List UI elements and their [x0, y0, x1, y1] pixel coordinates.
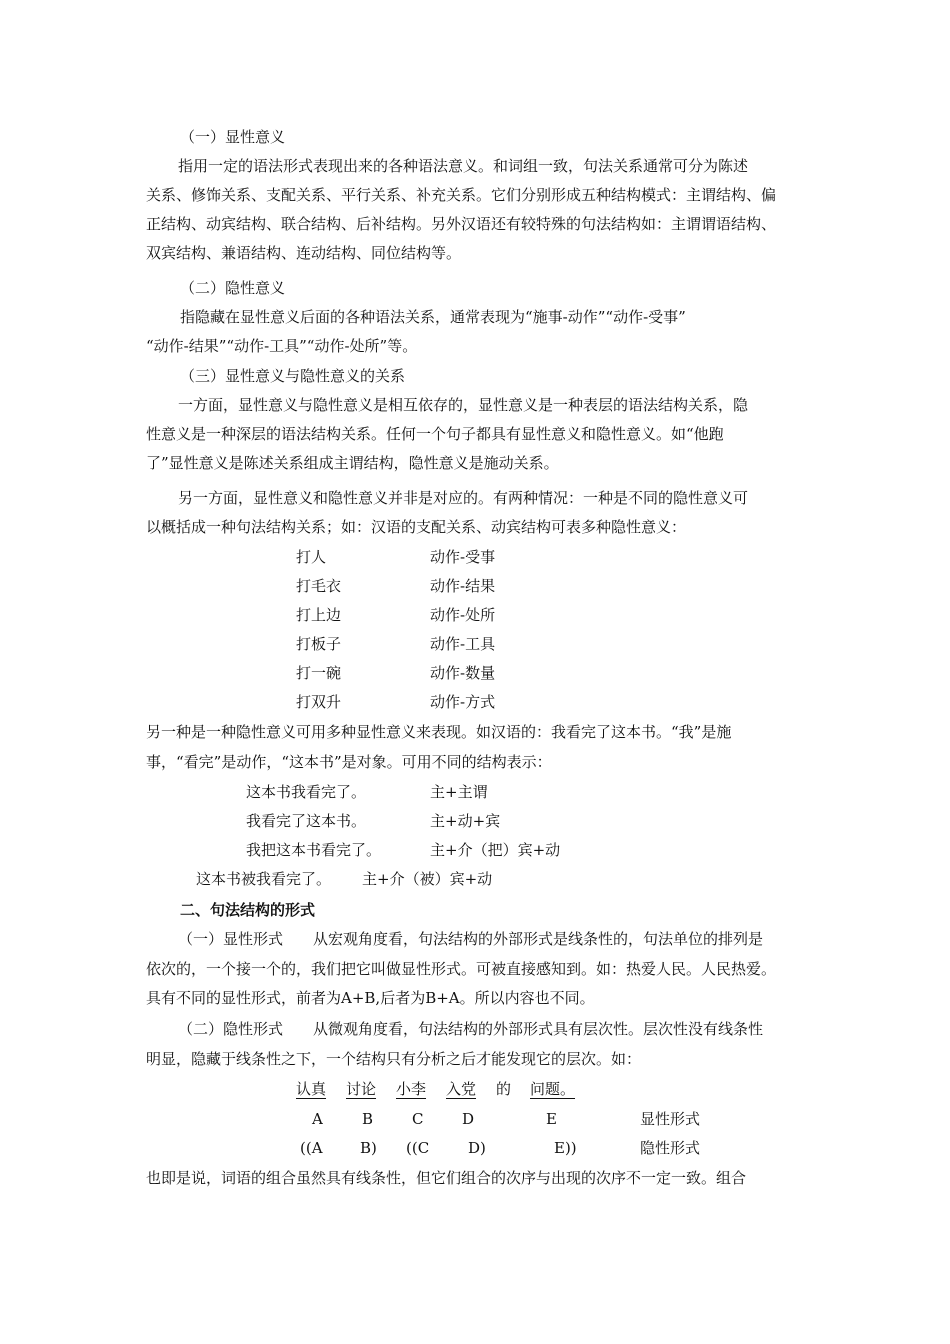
implicit-form-label: 隐性形式 [640, 1139, 701, 1157]
example-sentence: 我把这本书看完了。 [246, 841, 382, 859]
analysis-bracket: ((C [406, 1139, 430, 1157]
paragraph-line: 也即是说，词语的组合虽然具有线条性，但它们组合的次序与出现的次序不一定一致。组合 [146, 1169, 747, 1187]
paragraph-line: 指用一定的语法形式表现出来的各种语法意义。和词组一致，句法关系通常可分为陈述 [178, 157, 749, 175]
paragraph-line: 另一种是一种隐性意义可用多种显性意义来表现。如汉语的：我看完了这本书。“我”是施 [146, 723, 732, 741]
example-word: 打人 [296, 548, 327, 566]
example-sentence: 这本书被我看完了。 [196, 870, 332, 888]
example-word: 打上边 [296, 606, 342, 624]
analysis-bracket: E)) [554, 1139, 577, 1157]
paragraph-line: 一方面，显性意义与隐性意义是相互依存的，显性意义是一种表层的语法结构关系，隐 [178, 396, 749, 414]
section-title-explicit-meaning: （一）显性意义 [180, 128, 286, 146]
example-structure: 主+介（把）宾+动 [430, 841, 561, 859]
paragraph-line: 指隐藏在显性意义后面的各种语法关系，通常表现为“施事-动作”“动作-受事” [180, 308, 686, 326]
paragraph-line: 另一方面，显性意义和隐性意义并非是对应的。有两种情况：一种是不同的隐性意义可 [178, 489, 749, 507]
example-relation: 动作-数量 [430, 664, 496, 682]
analysis-letter: C [412, 1110, 424, 1128]
analysis-word: 认真 [296, 1080, 327, 1098]
paragraph-line: 依次的，一个接一个的，我们把它叫做显性形式。可被直接感知到。如：热爱人民。人民热爱。 [146, 960, 777, 978]
analysis-bracket: D) [468, 1139, 486, 1157]
example-word: 打毛衣 [296, 577, 342, 595]
analysis-word: 的 [496, 1080, 512, 1098]
section-title-relation: （三）显性意义与隐性意义的关系 [180, 367, 406, 385]
analysis-letter: D [462, 1110, 475, 1128]
paragraph-line: 明显，隐藏于线条性之下，一个结构只有分析之后才能发现它的层次。如： [146, 1050, 642, 1068]
analysis-word: 讨论 [346, 1080, 377, 1098]
example-word: 打板子 [296, 635, 342, 653]
example-relation: 动作-方式 [430, 693, 496, 711]
paragraph-line: 性意义是一种深层的语法结构关系。任何一个句子都具有显性意义和隐性意义。如“他跑 [146, 425, 724, 443]
analysis-bracket: ((A [300, 1139, 323, 1157]
analysis-letter: B [362, 1110, 374, 1128]
analysis-word: 问题。 [530, 1080, 576, 1098]
paragraph-line: 以概括成一种句法结构关系；如：汉语的支配关系、动宾结构可表多种隐性意义： [146, 518, 687, 536]
analysis-word: 小李 [396, 1080, 427, 1098]
analysis-word: 入党 [446, 1080, 477, 1098]
paragraph-line: 事，“看完”是动作，“这本书”是对象。可用不同的结构表示： [146, 753, 552, 771]
example-relation: 动作-处所 [430, 606, 496, 624]
section-title-implicit-meaning: （二）隐性意义 [180, 279, 286, 297]
paragraph-line: 具有不同的显性形式，前者为A+B,后者为B+A。所以内容也不同。 [146, 989, 595, 1007]
example-structure: 主+介（被）宾+动 [362, 870, 493, 888]
paragraph-line: 关系、修饰关系、支配关系、平行关系、补充关系。它们分别形成五种结构模式：主谓结构、偏 [146, 186, 777, 204]
example-word: 打一碗 [296, 664, 342, 682]
example-relation: 动作-工具 [430, 635, 496, 653]
paragraph-line: 双宾结构、兼语结构、连动结构、同位结构等。 [146, 244, 462, 262]
example-structure: 主+动+宾 [430, 812, 501, 830]
paragraph-line: （一）显性形式 从宏观角度看，句法结构的外部形式是线条性的，句法单位的排列是 [178, 930, 764, 948]
explicit-form-label: 显性形式 [640, 1110, 701, 1128]
paragraph-line: 正结构、动宾结构、联合结构、后补结构。另外汉语还有较特殊的句法结构如：主谓谓语结构、 [146, 215, 777, 233]
example-sentence: 我看完了这本书。 [246, 812, 367, 830]
example-structure: 主+主谓 [430, 783, 488, 801]
analysis-letter: E [546, 1110, 557, 1128]
paragraph-line: 了”显性意义是陈述关系组成主谓结构，隐性意义是施动关系。 [146, 454, 559, 472]
paragraph-line: “动作-结果”“动作-工具”“动作-处所”等。 [146, 337, 418, 355]
paragraph-line: （二）隐性形式 从微观角度看，句法结构的外部形式具有层次性。层次性没有线条性 [178, 1020, 764, 1038]
analysis-letter: A [312, 1110, 323, 1128]
analysis-bracket: B) [360, 1139, 377, 1157]
example-sentence: 这本书我看完了。 [246, 783, 367, 801]
example-relation: 动作-结果 [430, 577, 496, 595]
section-heading-syntax-form: 二、句法结构的形式 [180, 901, 316, 919]
example-relation: 动作-受事 [430, 548, 496, 566]
example-word: 打双升 [296, 693, 342, 711]
